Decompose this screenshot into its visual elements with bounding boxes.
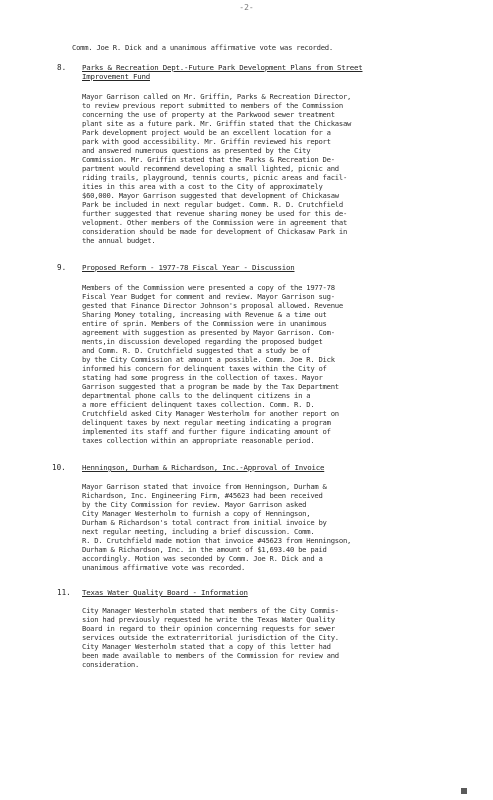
body-line: Fiscal Year Budget for comment and review. Mayor Garrison sug- [82, 292, 335, 301]
item-heading: Proposed Reform - 1977-78 Fiscal Year - Discussion [82, 263, 295, 272]
body-line: further suggested that revenue sharing money be used for this de- [82, 209, 348, 218]
body-line: Durham & Richardson's total contract from initial invoice by [82, 518, 327, 527]
body-line: velopment. Other members of the Commission were in agreement that [82, 218, 348, 227]
body-line: park with good accessibility. Mr. Griffin reviewed his report [82, 137, 331, 146]
scan-artifact [461, 788, 467, 794]
body-line: gested that Finance Director Johnson's proposal allowed. Revenue [82, 301, 343, 310]
body-line: and Comm. R. D. Crutchfield suggested that a study be of [82, 346, 311, 355]
body-line: Richardson, Inc. Engineering Firm, #45623 had been received [82, 491, 323, 500]
item-number: 9. [57, 263, 67, 272]
body-line: Mayor Garrison called on Mr. Griffin, Parks & Recreation Director, [82, 92, 352, 101]
body-line: services outside the extraterritorial jurisdiction of the City. [82, 633, 339, 642]
item-heading: Texas Water Quality Board - Information [82, 588, 248, 597]
body-line: Crutchfield asked City Manager Westerholm for another report on [82, 409, 339, 418]
body-line: riding trails, playground, tennis courts, picnic areas and facil- [82, 173, 348, 182]
body-line: taxes collection within an appropriate reasonable period. [82, 436, 315, 445]
item-heading: Henningson, Durham & Richardson, Inc.-Approval of Invoice [82, 463, 325, 472]
item-number: 8. [57, 63, 67, 72]
body-line: unanimous affirmative vote was recorded. [82, 563, 246, 572]
body-line: next regular meeting, including a brief discussion. Comm. [82, 527, 315, 536]
body-line: to review previous report submitted to members of the Commission [82, 101, 343, 110]
body-line: R. D. Crutchfield made motion that invoice #45623 from Henningson, [82, 536, 352, 545]
page-number: -2- [239, 3, 254, 12]
item-heading: Improvement Fund [82, 72, 150, 81]
body-line: City Manager Westerholm stated that a copy of this letter had [82, 642, 331, 651]
body-line: concerning the use of property at the Parkwood sewer treatment [82, 110, 335, 119]
body-line: implemented its staff and further figure indicating amount of [82, 427, 331, 436]
body-line: $60,000. Mayor Garrison suggested that development of Chickasaw [82, 191, 339, 200]
body-line: Durham & Richardson, Inc. in the amount of $1,693.40 be paid [82, 545, 327, 554]
body-line: and answered numerous questions as presented by the City [82, 146, 311, 155]
body-line: informed his concern for delinquent taxes within the City of [82, 364, 327, 373]
body-line: the annual budget. [82, 236, 156, 245]
body-line: accordingly. Motion was seconded by Comm. Joe R. Dick and a [82, 554, 323, 563]
body-line: Members of the Commission were presented a copy of the 1977-78 [82, 283, 335, 292]
body-line: sion had previously requested he write the Texas Water Quality [82, 615, 335, 624]
body-line: agreement with suggestion as presented by Mayor Garrison. Com- [82, 328, 335, 337]
body-line: City Manager Westerholm stated that members of the City Commis- [82, 606, 339, 615]
body-line: Park be included in next regular budget. Comm. R. D. Crutchfield [82, 200, 343, 209]
item-number: 10. [52, 463, 66, 472]
body-line: by the City Commission for review. Mayor Garrison asked [82, 500, 307, 509]
intro-line: Comm. Joe R. Dick and a unanimous affirmative vote was recorded. [72, 43, 333, 52]
body-line: Board in regard to their opinion concerning requests for sewer [82, 624, 335, 633]
body-line: consideration. [82, 660, 140, 669]
item-number: 11. [57, 588, 71, 597]
body-line: City Manager Westerholm to furnish a copy of Henningson, [82, 509, 311, 518]
body-line: delinquent taxes by next regular meeting indicating a program [82, 418, 331, 427]
body-line: entire of sprin. Members of the Commission were in unanimous [82, 319, 327, 328]
body-line: Garrison suggested that a program be made by the Tax Department [82, 382, 339, 391]
body-line: departmental phone calls to the delinquent citizens in a [82, 391, 311, 400]
body-line: Commission. Mr. Griffin stated that the Parks & Recreation De- [82, 155, 335, 164]
body-line: a more efficient delinquent taxes collection. Comm. R. D. [82, 400, 315, 409]
body-line: plant site as a future park. Mr. Griffin stated that the Chickasaw [82, 119, 352, 128]
body-line: partment would recommend developing a small lighted, picnic and [82, 164, 339, 173]
item-heading: Parks & Recreation Dept.-Future Park Development Plans from Street [82, 63, 363, 72]
body-line: been made available to members of the Commission for review and [82, 651, 339, 660]
body-line: stating had some progress in the collection of taxes. Mayor [82, 373, 323, 382]
body-line: ities in this area with a cost to the City of approximately [82, 182, 323, 191]
body-line: ments,in discussion developed regarding the proposed budget [82, 337, 323, 346]
body-line: Mayor Garrison stated that invoice from Henningson, Durham & [82, 482, 327, 491]
body-line: Sharing Money totaling, increasing with Revenue & a time out [82, 310, 327, 319]
body-line: by the City Commission at amount a possible. Comm. Joe R. Dick [82, 355, 335, 364]
body-line: consideration should be made for development of Chickasaw Park in [82, 227, 348, 236]
body-line: Park development project would be an excellent location for a [82, 128, 331, 137]
